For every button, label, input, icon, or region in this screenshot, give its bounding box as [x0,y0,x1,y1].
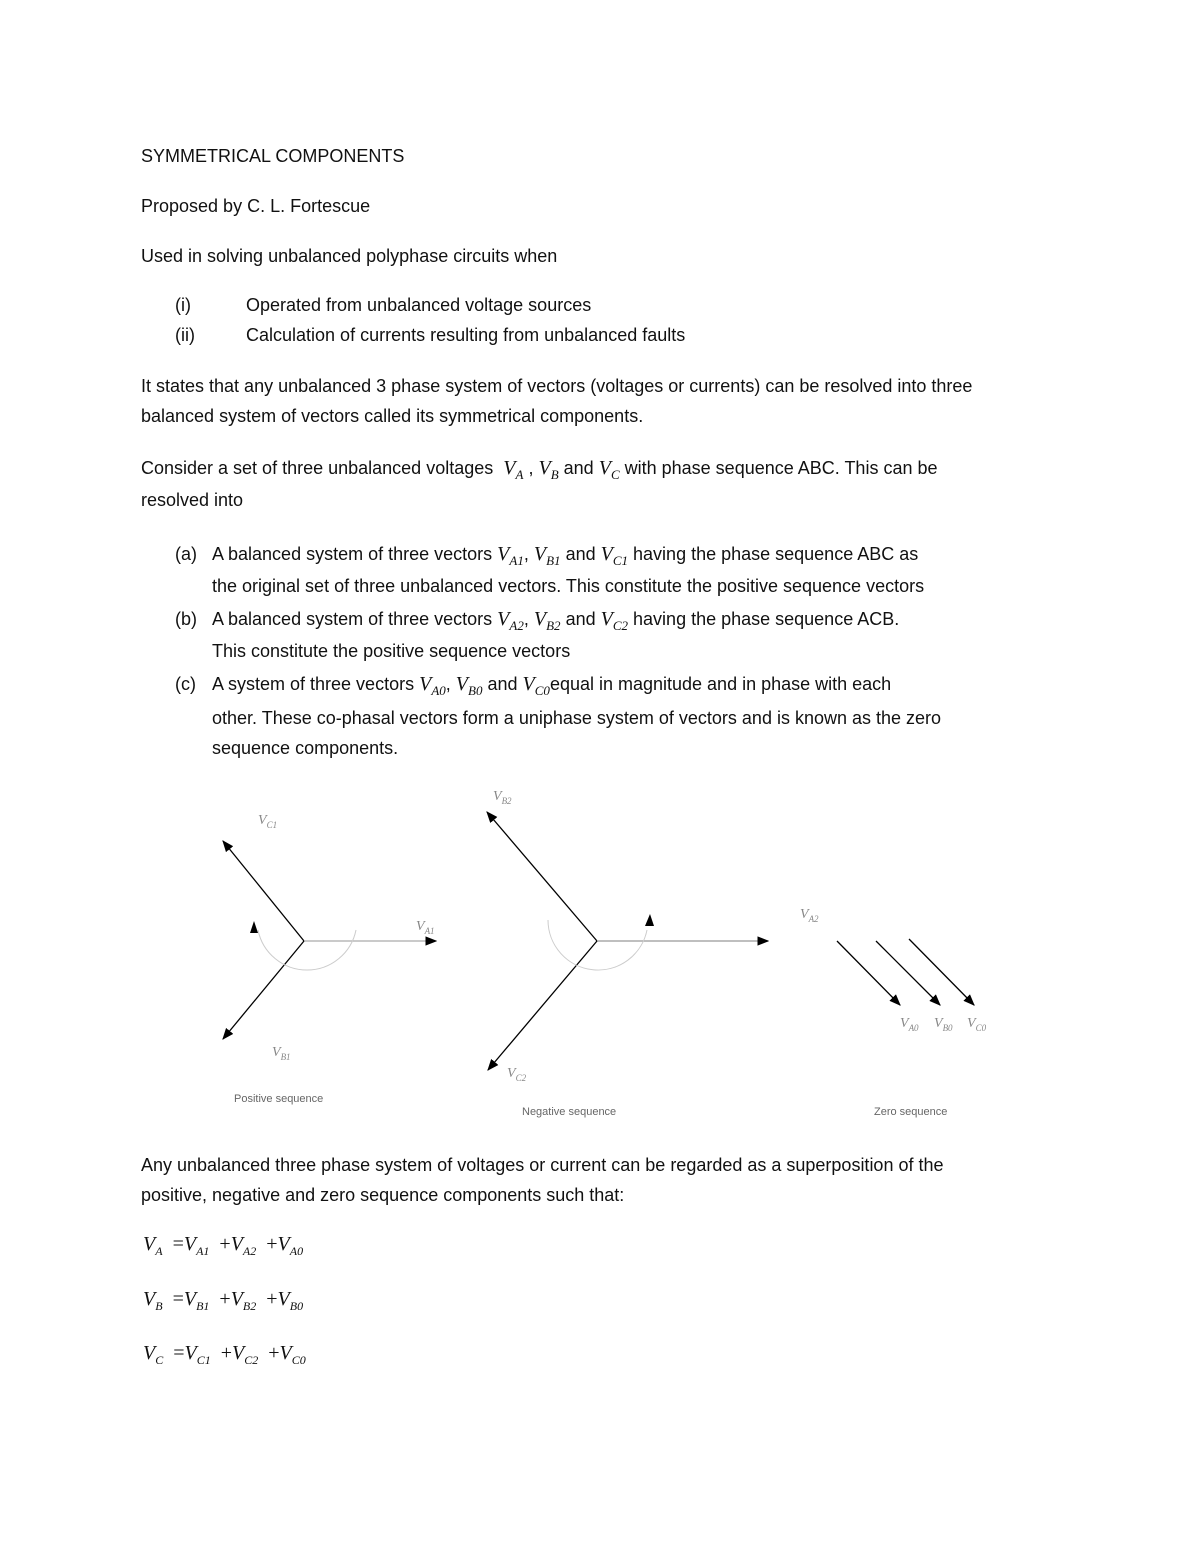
item-label: (b) [175,609,197,629]
consider-line2: resolved into [141,490,244,510]
use-text: Calculation of currents resulting from unbalanced faults [246,325,686,345]
label-vc1: $V_{C1}$ [258,813,278,830]
math-vb0: $V_{B0}$ [455,673,483,698]
label-vc0: $V_{C0}$ [967,1016,987,1033]
use-number: (ii) [175,325,195,345]
label-va1: $V_{A1}$ [416,919,435,936]
phasor-vc0 [909,939,974,1005]
item-label: (a) [175,544,197,564]
superposition-line: positive, negative and zero sequence components such that: [141,1185,625,1205]
item-c-continuation: sequence components. [212,738,399,758]
rotation-arrow [250,921,258,933]
phasor-labels [258,789,987,1083]
caption-negative: Negative sequence [522,1106,617,1118]
item-a-continuation: the original set of three unbalanced vectors. This constitute the positive sequence vectors [212,576,925,596]
rotation-arc [548,920,647,970]
superposition-line: Any unbalanced three phase system of voltages or current can be regarded as a superposition of the [141,1155,944,1175]
use-number: (i) [175,295,191,315]
label-vb0: $V_{B0}$ [934,1016,953,1033]
rotation-arrow [645,914,654,926]
item-label: (c) [175,674,196,694]
item-a: A balanced system of three vectors $V_{A1}$, $V_{B1}$ and $V_{C1}$ having the phase sequence ABC as [212,543,919,568]
math-va1: $V_{A1}$ [497,543,524,568]
caption-positive: Positive sequence [234,1093,324,1105]
rotation-arc [258,930,356,970]
equation-va: $V_A =V_{A1} +V_{A2} +V_{A0}$ [143,1233,304,1258]
item-c-continuation: other. These co-phasal vectors form a uniphase system of vectors and is known as the zero [212,708,942,728]
consider-before: Consider a set of three unbalanced voltages [141,458,494,478]
consider-line: Consider a set of three unbalanced voltages $V_A$ , $V_B$ and $V_C$ with phase sequence ABC. This can be [141,457,938,482]
item-b-continuation: This constitute the positive sequence vectors [212,641,571,661]
phasor-vb1 [223,941,304,1039]
consider-after: with phase sequence ABC. This can be [624,458,938,478]
page-title: SYMMETRICAL COMPONENTS [141,146,405,166]
math-vb: $V_B$ [538,457,559,482]
caption-zero: Zero sequence [874,1106,948,1118]
label-vb1: $V_{B1}$ [272,1045,291,1062]
phasor-va0 [837,941,900,1005]
label-vc2: $V_{C2}$ [507,1066,527,1083]
math-va2: $V_{A2}$ [497,608,524,633]
item-c: A system of three vectors $V_{A0}$, $V_{B0}$ and $V_{C0}equal$ in magnitude and in phase with each [212,673,892,698]
proposed-by: Proposed by C. L. Fortescue [141,196,371,216]
math-vc2: $V_{C2}$ [600,608,629,633]
label-vb2: $V_{B2}$ [493,789,512,806]
label-va2: $V_{A2}$ [800,907,819,924]
phasor-vc1 [223,841,304,941]
label-va0: $V_{A0}$ [900,1016,919,1033]
phasor-vb2 [487,812,597,941]
math-vb1: $V_{B1}$ [533,543,561,568]
math-va: $V_A$ [503,457,524,482]
math-vc1: $V_{C1}$ [600,543,629,568]
math-va0: $V_{A0}$ [419,673,446,698]
used-in-text: Used in solving unbalanced polyphase circuits when [141,246,558,266]
phasor-vb0 [876,941,940,1005]
math-vc0: $V_{C0}$ [522,673,550,698]
item-b: A balanced system of three vectors $V_{A2}$, $V_{B2}$ and $V_{C2}$ having the phase sequence ACB. [212,608,900,633]
equation-vb: $V_B =V_{B1} +V_{B2} +V_{B0}$ [143,1288,304,1313]
statement-line: It states that any unbalanced 3 phase system of vectors (voltages or currents) can be resolved into three [141,376,973,396]
equation-vc: $V_C =V_{C1} +V_{C2} +V_{C0}$ [143,1342,306,1367]
sequence-phasor-diagram [0,770,1200,1130]
statement-line: balanced system of vectors called its symmetrical components. [141,406,644,426]
use-text: Operated from unbalanced voltage sources [246,295,592,315]
math-vc: $V_C$ [598,457,620,482]
phasor-vc2 [488,941,597,1070]
math-vb2: $V_{B2}$ [533,608,561,633]
